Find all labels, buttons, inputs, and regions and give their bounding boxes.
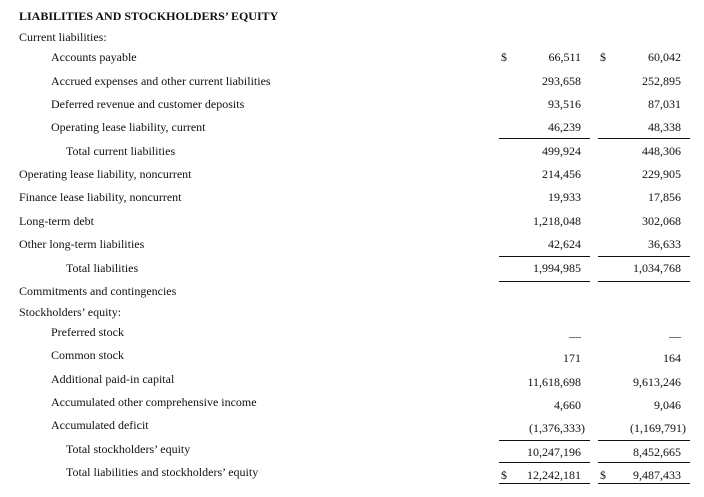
table-row — [0, 71, 704, 94]
value-prior-year: 36,633 — [648, 237, 681, 251]
table-row — [0, 211, 704, 234]
grand-total-rule — [598, 483, 690, 484]
row-label: Total stockholders’ equity — [66, 442, 191, 456]
value-prior-year: — — [669, 329, 681, 343]
row-label: Current liabilities: — [19, 30, 107, 44]
table-row — [0, 462, 704, 485]
value-current-year: 42,624 — [548, 237, 581, 251]
subtotal-rule — [598, 138, 690, 139]
value-prior-year: 302,068 — [642, 214, 681, 228]
row-label: Total liabilities — [66, 261, 139, 275]
section-title: LIABILITIES AND STOCKHOLDERS’ EQUITY — [19, 9, 279, 23]
value-current-year: 1,218,048 — [533, 214, 581, 228]
table-row — [0, 258, 704, 281]
value-current-year: 293,658 — [542, 74, 581, 88]
row-label: Stockholders’ equity: — [19, 305, 122, 319]
value-current-year: 12,242,181 — [527, 468, 581, 482]
table-row — [0, 117, 704, 140]
value-current-year: 11,618,698 — [527, 375, 581, 389]
value-current-year: 66,511 — [548, 50, 581, 64]
value-prior-year: 164 — [663, 351, 681, 365]
table-row — [0, 187, 704, 210]
currency-symbol: $ — [600, 50, 606, 64]
table-row — [0, 439, 704, 462]
currency-symbol: $ — [501, 50, 507, 64]
value-prior-year: 8,452,665 — [633, 445, 681, 459]
value-prior-year: 9,046 — [654, 398, 681, 412]
value-prior-year: (1,169,791) — [630, 421, 686, 435]
row-label: Deferred revenue and customer deposits — [51, 97, 245, 111]
row-label: Accumulated deficit — [51, 418, 149, 432]
row-label: Total current liabilities — [66, 144, 176, 158]
value-current-year: 171 — [563, 351, 581, 365]
value-prior-year: 17,856 — [648, 190, 681, 204]
row-label: Long-term debt — [19, 214, 94, 228]
subtotal-rule — [598, 256, 690, 257]
value-current-year: 1,994,985 — [533, 261, 581, 275]
value-prior-year: 60,042 — [648, 50, 681, 64]
row-label: Accounts payable — [51, 50, 137, 64]
table-row — [0, 392, 704, 415]
table-row — [0, 164, 704, 187]
value-prior-year: 48,338 — [648, 120, 681, 134]
value-prior-year: 448,306 — [642, 144, 681, 158]
row-label: Total liabilities and stockholders’ equity — [66, 465, 259, 479]
table-row — [0, 141, 704, 164]
row-label: Finance lease liability, noncurrent — [19, 190, 182, 204]
value-prior-year: 252,895 — [642, 74, 681, 88]
value-prior-year: 1,034,768 — [633, 261, 681, 275]
row-label: Accrued expenses and other current liabilities — [51, 74, 271, 88]
value-current-year: 10,247,196 — [527, 445, 581, 459]
row-label: Operating lease liability, noncurrent — [19, 167, 192, 181]
table-row — [0, 322, 704, 345]
row-label: Accumulated other comprehensive income — [51, 395, 257, 409]
value-current-year: 46,239 — [548, 120, 581, 134]
row-label: Common stock — [51, 348, 125, 362]
currency-symbol: $ — [600, 468, 606, 482]
section-title-row — [0, 6, 704, 29]
value-current-year: (1,376,333) — [529, 421, 585, 435]
subtotal-rule — [499, 138, 590, 139]
row-label: Operating lease liability, current — [51, 120, 206, 134]
value-prior-year: 9,613,246 — [633, 375, 681, 389]
table-row — [0, 369, 704, 392]
table-row — [0, 234, 704, 257]
row-label: Additional paid-in capital — [51, 372, 175, 386]
table-row — [0, 281, 704, 304]
value-current-year: 499,924 — [542, 144, 581, 158]
row-label: Preferred stock — [51, 325, 124, 339]
subtotal-rule — [499, 256, 590, 257]
grand-total-rule — [499, 483, 590, 484]
table-row — [0, 47, 704, 70]
value-current-year: 4,660 — [554, 398, 581, 412]
value-prior-year: 229,905 — [642, 167, 681, 181]
value-current-year: 93,516 — [548, 97, 581, 111]
table-row — [0, 94, 704, 117]
value-prior-year: 9,487,433 — [633, 468, 681, 482]
value-current-year: 19,933 — [548, 190, 581, 204]
currency-symbol: $ — [501, 468, 507, 482]
row-label: Commitments and contingencies — [19, 284, 177, 298]
value-current-year: — — [569, 329, 581, 343]
table-row — [0, 415, 704, 438]
value-prior-year: 87,031 — [648, 97, 681, 111]
table-row — [0, 345, 704, 368]
value-current-year: 214,456 — [542, 167, 581, 181]
row-label: Other long-term liabilities — [19, 237, 145, 251]
